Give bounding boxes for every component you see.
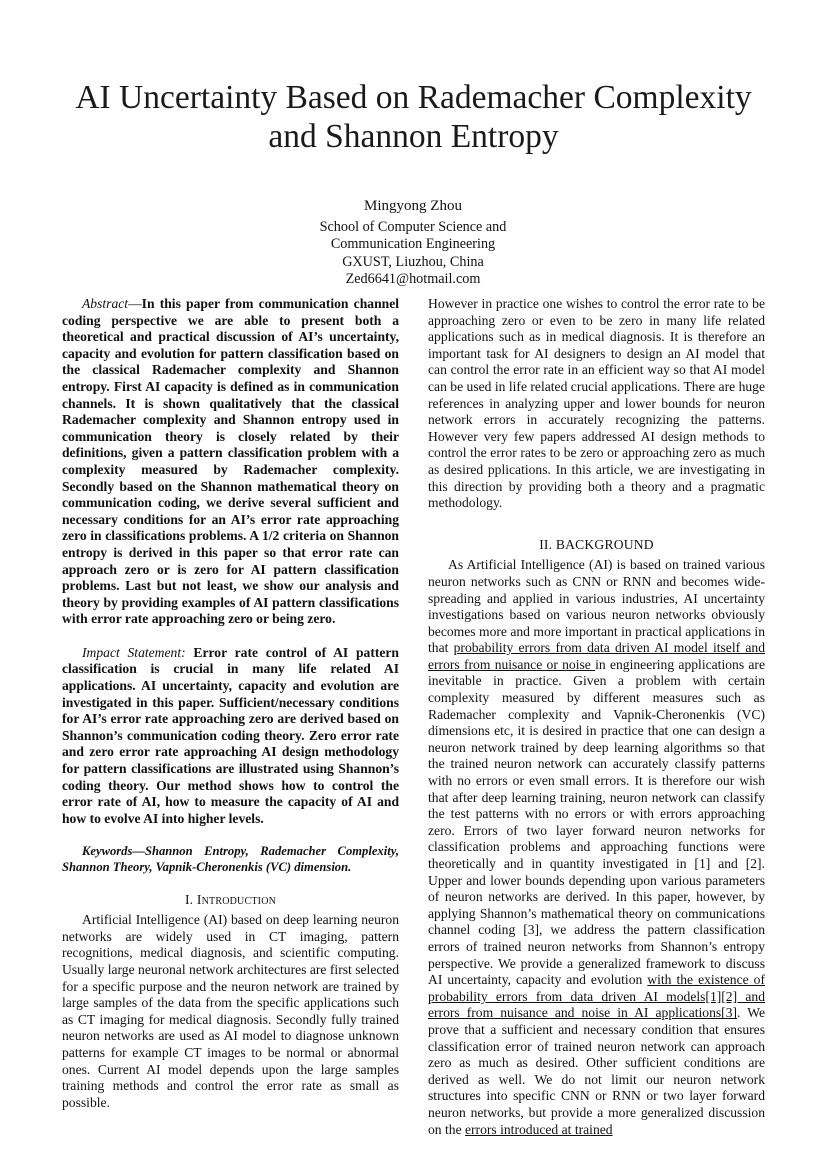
affiliation-line-1: School of Computer Science and	[319, 218, 507, 235]
abstract-dash: —	[128, 296, 142, 311]
background-text-c: . We prove that a sufficient and necessary condition that ensures classification error of trained neuron network can approach zero as much as desired. Other sufficient conditions are derived as well. We do not limit our neuron network structures into specific CNN or RNN or two layer forward neuron networks, but provide a more generalized discussion on the	[428, 1005, 766, 1137]
background-underline-3: errors introduced at trained	[465, 1121, 613, 1137]
background-underline-2: with the existence of probability errors from data driven AI models[1][2] and errors from nuisance and noise in AI applications[3]	[428, 972, 765, 1021]
author-name: Mingyong Zhou	[364, 198, 462, 214]
impact-text: Error rate control of AI pattern classification is crucial in many life related AI applications. AI uncertainty, capacity and evolution are investigated in this paper. Sufficient/necessary conditions for AI’s error rate approaching zero are derived based on Shannon’s communication coding theory. Zero error rate and zero error rate approaching AI design methodology for pattern classifications are illustrated using Shannon’s coding theory. Our method shows how to control the error rate of AI, how to measure the capacity of AI and how to evolve AI into higher levels.	[62, 644, 399, 826]
background-text-b: in engineering applications are inevitable in practice. Given a problem with certain complexity measured by different measures such as Rademacher complexity and Vapnik-Cheronenkis (VC) dimensions etc, it is desired in practice that one can design a neuron network trained by deep learning algorithms so that the trained neuron network can accurately classify patterns with no errors or even small errors. It is therefore our wish that after deep learning training, neuron network can classify the test patterns with no errors or with errors approaching zero. Errors of two layer forward neuron networks for classification problems and approaching functions were theoretically and in quantity investigated in [1] and [2]. Upper and lower bounds depending upon various parameters of neuron networks are derived. In this paper, however, by applying Shannon’s mathematical theory on communications channel coding [3], we address the pattern classification errors of trained neuron networks from Shannon’s entropy perspective. We provide a generalized framework to discuss AI uncertainty, capacity and evolution	[428, 656, 765, 988]
impact-statement	[62, 645, 399, 828]
impact-label: Impact Statement:	[82, 644, 186, 660]
title-line-2: and Shannon Entropy	[268, 118, 559, 155]
paper-title	[40, 78, 787, 156]
background-text-a: As Artificial Intelligence (AI) is based on trained various neuron networks such as CNN or RNN and becomes wide-spreading and applied in various industries, AI uncertainty investigations based on various neuron networks obviously becomes more and more important in practical applications in that	[428, 557, 765, 656]
background-paragraph	[428, 557, 765, 1138]
title-line-1: AI Uncertainty Based on Rademacher Complexity	[75, 79, 752, 116]
keywords: Keywords—Shannon Entropy, Rademacher Complexity, Shannon Theory, Vapnik-Cheronenkis (VC) dimension.	[62, 844, 399, 874]
author-email: Zed6641@hotmail.com	[345, 271, 481, 287]
intro-heading: Introduction	[196, 891, 277, 907]
right-column	[428, 296, 765, 1138]
affiliation-line-2: Communication Engineering	[330, 236, 496, 252]
abstract-text: In this paper from communication channel coding perspective we are able to present both a theoretical and practical discussion of AI’s uncertainty, capacity and evolution for pattern classification based on the classical Rademacher complexity and Shannon entropy. First AI capacity is defined as in communication channels. It is shown qualitatively that the classical Rademacher complexity and Shannon entropy used in communication theory is closely related by their definitions, given a pattern classification problem with a complexity measured by Rademacher complexity. Secondly based on the Shannon mathematical theory on communication coding, we derive several sufficient and necessary conditions for an AI’s error rate approaching zero in classifications problems. A 1/2 criteria on Shannon entropy is derived in this paper so that error rate can approach zero or is zero for AI pattern classification problems. Last but not least, we show our analysis and theory by providing examples of AI pattern classifications with error rate approaching zero or being zero.	[62, 296, 399, 627]
intro-paragraph: Artificial Intelligence (AI) based on deep learning neuron networks are widely used in CT imaging, pattern recognitions, medical diagnosis, and scientific computing. Usually large neuronal network architectures are first selected for a specific purpose and the neuron network are trained by large samples of the data from the specific applications such as CT imaging for medical diagnosis. Secondly fully trained neuron networks are used as AI model to diagnose unknown patterns for example CT images to be normal or abnormal ones. Current AI model depends upon the large samples training methods and control the error rate as small as possible.	[62, 912, 399, 1110]
intro-number: I.	[184, 891, 194, 907]
author-block	[213, 198, 613, 289]
abstract-label: Abstract	[82, 296, 129, 311]
continued-paragraph: However in practice one wishes to control the error rate to be approaching zero or even to be zero in many life related applications such as in medical diagnosis. It is therefore an important task for AI designers to design an AI model that can control the error rate in an efficient way so that AI model can be used in life related crucial applications. There are huge references in analyzing upper and lower bounds for neuron network errors in accurately recognizing the patterns. However very few papers addressed AI design methods to control the error rates to be zero or approaching zero as much as desired pplications. In this article, we are investigating in this direction by providing both a theory and a pragmatic methodology.	[428, 296, 765, 511]
section-heading-background: II. BACKGROUND	[539, 536, 654, 552]
background-underline-1: probability errors from data driven AI model itself and errors from nuisance or noise	[428, 640, 765, 672]
affiliation-line-3: GXUST, Liuzhou, China	[342, 253, 484, 270]
section-heading-introduction	[62, 892, 399, 909]
abstract	[62, 296, 399, 628]
left-column	[62, 296, 399, 1111]
